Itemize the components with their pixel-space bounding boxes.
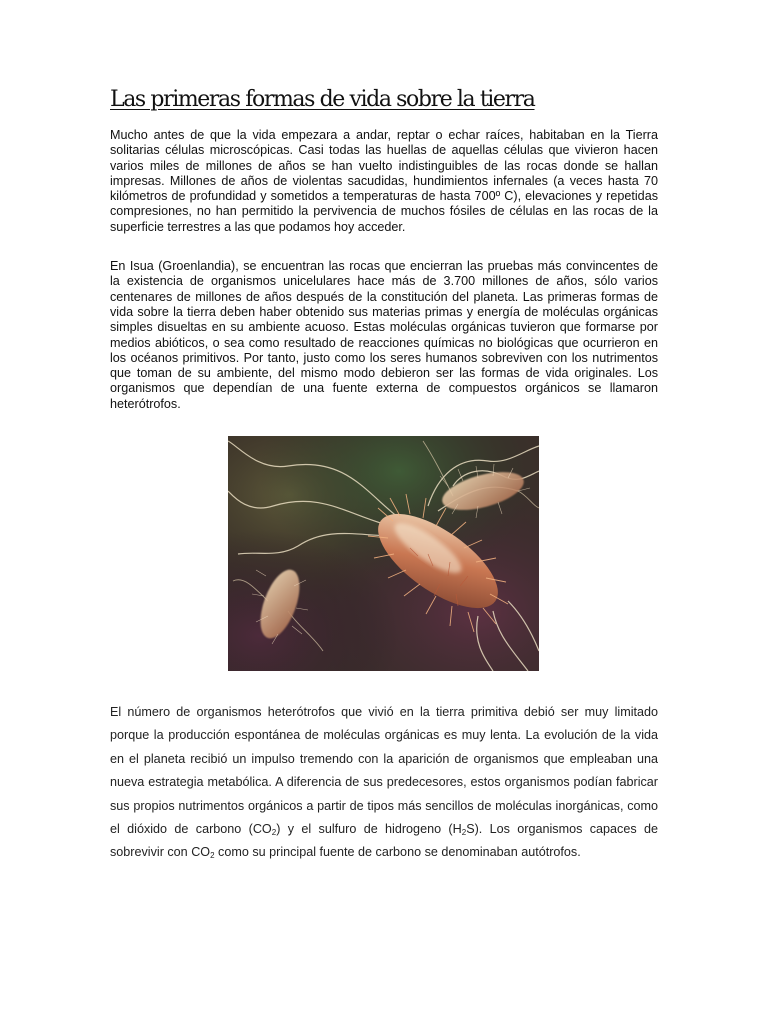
bacteria-illustration <box>228 436 539 671</box>
document-page <box>110 84 659 861</box>
document-title: Las primeras formas de vida sobre la tierra <box>110 87 535 112</box>
subscript-co2-second: 2 <box>210 851 215 861</box>
paragraph-2: En Isua (Groenlandia), se encuentran las rocas que encierran las pruebas más convincentes de la existencia de organismos unicelulares hace más de 3.700 millones de años, sólo varios centenares de millones de años después de la constitución del planeta. Las primeras formas de vida sobre la tierra deben haber obtenido sus materias primas y energía de moléculas orgánicas simples disueltas en su ambiente acuoso. Estas moléculas orgánicas tuvieron que formarse por medios abióticos, o sea como resultado de reacciones químicas no biológicas que ocurrieron en los océanos primitivos. Por tanto, justo como los seres humanos sobreviven con los nutrimentos que toman de su ambiente, del mismo modo debieron ser las formas de vida originales. Los organismos que dependían de una fuente externa de compuestos orgánicos se llamaron heterótrofos. <box>110 259 658 411</box>
subscript-co2: 2 <box>271 828 277 838</box>
paragraph-3-part-d: como su principal fuente de carbono se denominaban autótrofos. <box>214 845 581 860</box>
paragraph-3 <box>110 701 658 865</box>
paragraph-1: Mucho antes de que la vida empezara a andar, reptar o echar raíces, habitaban en la Tierra solitarias células microscópicas. Casi todas las huellas de aquellas células que vivieron hacen varios miles de millones de años se han vuelto indistinguibles de las rocas donde se hallan impresas. Millones de años de violentas sacudidas, hundimientos infernales (a veces hasta 70 kilómetros de profundidad y sometidos a temperaturas de hasta 700º C), elevaciones y repetidas compresiones, no han permitido la pervivencia de muchos fósiles de células en las rocas de la superficie terrestres a las que podamos hoy acceder. <box>110 128 658 234</box>
subscript-h2s: 2 <box>461 828 467 838</box>
paragraph-3-part-b: ) y el sulfuro de hidrogeno (H <box>276 822 462 837</box>
paragraph-3-part-a: El número de organismos heterótrofos que vivió en la tierra primitiva debió ser muy limitado porque la producción espontánea de moléculas orgánicas es muy lenta. La evolución de la vida en el planeta recibió un impulso tremendo con la aparición de organismos que empleaban una nueva estrategia metabólica. A diferencia de sus predecesores, estos organismos podían fabricar sus propios nutrimentos orgánicos a partir de tipos más sencillos de moléculas inorgánicas, como el dióxido de carbono (CO <box>110 705 658 837</box>
paragraph-3-part-c: S). Los organismos capaces de sobrevivir con CO <box>110 822 659 860</box>
